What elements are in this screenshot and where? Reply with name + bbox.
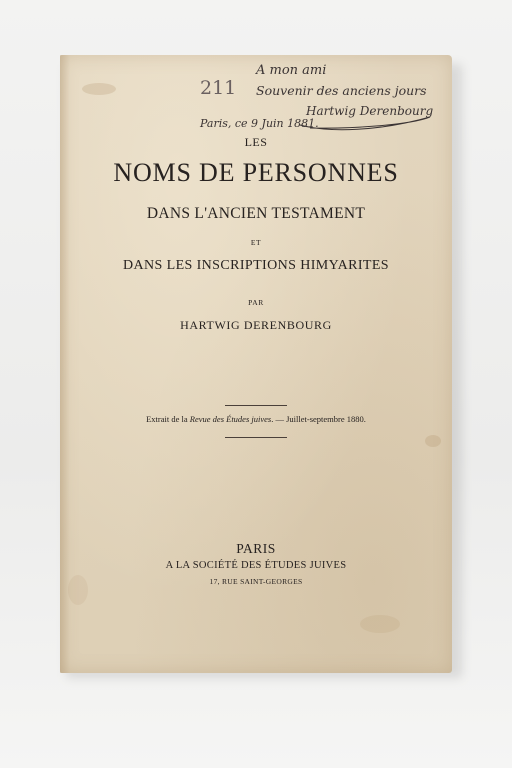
journal-title: Revue des Études juives [189, 414, 272, 424]
conjunction: ET [250, 238, 262, 247]
subtitle-line-2: DANS LES INSCRIPTIONS HIMYARITES [123, 258, 389, 273]
extract-suffix: . — Juillet-septembre 1880. [271, 414, 366, 424]
booklet-cover [60, 55, 452, 673]
paper-stain [425, 435, 441, 447]
imprint-publisher: A LA SOCIÉTÉ DES ÉTUDES JUIVES [165, 560, 347, 571]
imprint-address: 17, RUE SAINT-GEORGES [209, 577, 303, 586]
inscription-line-2: Souvenir des anciens jours [256, 83, 427, 98]
handwritten-mark: 211 [200, 77, 237, 99]
by-label: PAR [248, 298, 264, 307]
title-article: LES [244, 135, 268, 149]
divider-bottom [225, 437, 287, 438]
imprint-city: PARIS [236, 541, 276, 556]
extract-prefix: Extrait de la [146, 414, 190, 424]
inscription-signature: Hartwig Derenbourg [306, 104, 434, 118]
inscription-line-1: A mon ami [256, 63, 327, 78]
divider-top [225, 405, 287, 406]
extract-note [60, 414, 452, 424]
subtitle-line-1: DANS L'ANCIEN TESTAMENT [146, 205, 366, 222]
paper-stain [82, 83, 116, 95]
paper-stain [360, 615, 400, 633]
inscription-date: Paris, ce 9 Juin 1881. [200, 117, 319, 130]
author-name: HARTWIG DERENBOURG [180, 318, 332, 332]
page-title: NOMS DE PERSONNES [113, 158, 399, 187]
signature-flourish [290, 95, 440, 135]
